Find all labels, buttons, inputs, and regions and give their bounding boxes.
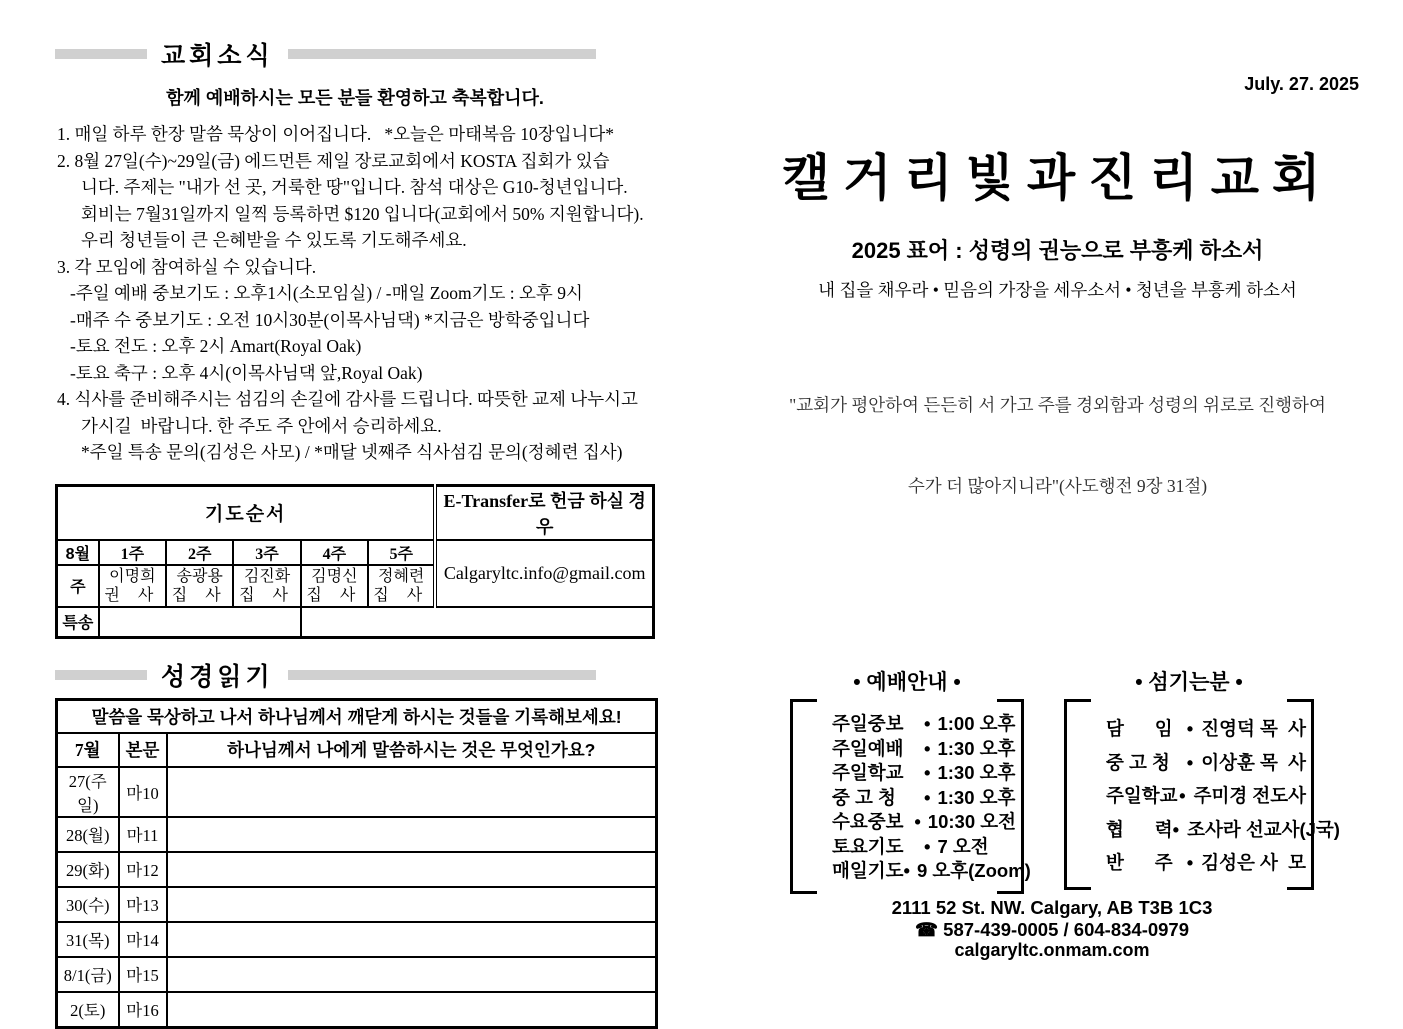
header-bar-left [55,670,147,680]
servant-role: 반 주 [1106,852,1173,873]
servant-item [1106,846,1306,880]
worship-label: 주일중보 [832,713,904,734]
church-address: 2111 52 St. NW. Calgary, AB T3B 1C3 [891,897,1213,918]
news-line: 1. 매일 하루 한장 말씀 묵상이 이어집니다. *오늘은 마태복음 10장입니다* [57,124,615,144]
bible-date: 30(수) [57,887,119,922]
prayer-person-5 [368,565,435,607]
bible-note-cell [167,767,657,817]
person-name: 정혜련 [378,567,425,585]
bible-note-cell [167,957,657,992]
news-line: 회비는 7월31일까지 일찍 등록하면 $120 입니다(교회에서 50% 지원합니다). [81,203,644,224]
welcome-line: 함께 예배하시는 모든 분들 환영하고 축복합니다. [166,88,544,108]
section-title-bible-reading: 성경읽기 [161,662,274,691]
worship-item [832,786,1016,811]
week-2: 2주 [166,540,233,565]
header-bar-right [288,670,596,680]
servants-panel-title: • 섬기는분 • [1135,671,1243,694]
bible-passage: 마13 [119,887,167,922]
motto-subtitle: 내 집을 채우라 • 믿음의 가장을 세우소서 • 청년을 부흥케 하소서 [818,280,1297,300]
bullet-icon: • [924,713,931,734]
worship-label: 주일예배 [832,737,904,759]
servant-role: 협 력 [1106,818,1173,840]
bible-passage: 마16 [119,992,167,1028]
worship-item [832,810,1016,835]
bible-note-cell [167,852,657,887]
worship-item [832,835,1016,860]
special-song-cell-left [99,607,301,638]
bible-date: 8/1(금) [57,957,119,992]
worship-time: 9 오후(Zoom) [916,860,1031,881]
bullet-icon: • [1186,718,1194,739]
worship-item [832,737,1016,762]
worship-time: 10:30 오전 [927,811,1016,832]
church-name-title: 캘거리빛과진리교회 [781,150,1334,206]
bullet-icon: • [1179,785,1186,806]
col-passage: 본문 [119,733,167,767]
worship-item [832,761,1016,786]
bullet-icon: • [924,835,931,857]
etransfer-email: Calgaryltc.info@gmail.com [435,540,653,607]
person-title: 집 사 [171,586,228,604]
bullet-icon: • [924,786,931,808]
person-name: 김명신 [311,567,358,585]
news-line: 4. 식사를 준비해주시는 섬김의 손길에 감사를 드립니다. 따뜻한 교제 나누시고 [57,389,638,409]
worship-item [832,859,1031,884]
servant-name: 김성은 사 모 [1201,852,1306,873]
church-news-header [55,40,655,68]
servant-name: 이상훈 목 사 [1201,751,1306,773]
col-question: 하나님께서 나에게 말씀하시는 것은 무엇인가요? [167,733,657,767]
person-name: 송광용 [176,567,223,585]
special-song-cell-right [301,607,654,638]
news-line: 3. 각 모임에 참여하실 수 있습니다. [57,256,317,277]
bullet-icon: • [1172,818,1180,840]
worship-time: 1:30 오후 [937,762,1016,783]
week-row-label: 주 [57,565,99,607]
bulletin-date: July. 27. 2025 [1244,74,1359,94]
person-name: 이명희 [109,567,156,585]
bible-date: 27(주일) [57,767,119,817]
news-line: 가시길 바랍니다. 한 주도 주 안에서 승리하세요. [81,415,442,436]
news-line: 니다. 주제는 "내가 선 곳, 거룩한 땅"입니다. 참석 대상은 G10-청년입니다. [81,177,628,197]
servant-name: 주미경 전도사 [1193,785,1306,806]
bible-note-cell [167,992,657,1028]
bible-passage: 마15 [119,957,167,992]
news-line: -토요 축구 : 오후 4시(이목사님댁 앞,Royal Oak) [70,362,423,383]
week-1: 1주 [99,540,166,565]
person-title: 권 사 [104,586,161,604]
bible-note-cell [167,887,657,922]
servants-panel-body [1064,699,1340,890]
worship-label: 중 고 청 [832,786,896,808]
header-bar-right [288,49,596,59]
bullet-icon: • [924,737,931,759]
worship-label: 토요기도 [832,835,904,857]
worship-time: 1:30 오후 [937,786,1016,808]
bible-note-cell [167,817,657,852]
servant-name: 진영덕 목 사 [1201,718,1306,739]
scripture-verse [740,338,1375,554]
etransfer-header: E-Transfer로 헌금 하실 경우 [435,485,653,540]
right-page [740,0,1375,992]
bullet-icon: • [1186,751,1194,773]
bible-passage: 마11 [119,817,167,852]
prayer-table-title: 기도순서 [57,485,436,540]
prayer-order-table [55,484,655,639]
month-label: 8월 [57,540,99,565]
news-line: -토요 전도 : 오후 2시 Amart(Royal Oak) [70,336,362,356]
servant-name: 조사라 선교사(J국) [1187,818,1340,840]
worship-label: 매일기도 [832,860,904,881]
week-4: 4주 [301,540,368,565]
worship-time: 1:30 오후 [937,737,1016,759]
person-name: 김진화 [243,567,291,585]
special-song-label: 특송 [57,607,99,638]
worship-info-panel [790,666,1031,894]
servant-role: 중 고 청 [1106,751,1170,773]
bible-passage: 마14 [119,922,167,957]
motto-title: 2025 표어 : 성령의 권능으로 부흥케 하소서 [851,238,1264,263]
bible-date: 28(월) [57,817,119,852]
week-3: 3주 [233,540,300,565]
bullet-icon: • [924,762,931,783]
servant-role: 담 임 [1106,718,1173,739]
person-title: 집 사 [306,586,363,604]
church-website: calgaryltc.onmam.com [954,940,1150,960]
prayer-person-3 [233,565,300,607]
servant-item [1106,813,1340,847]
news-line: -주일 예배 중보기도 : 오후1시(소모임실) / -매일 Zoom기도 : 오후 9시 [70,283,583,303]
bible-passage: 마12 [119,852,167,887]
info-panels [790,666,1340,894]
church-contact-footer [790,897,1314,962]
bible-passage: 마10 [119,767,167,817]
servant-role: 주일학교 [1106,785,1178,806]
worship-panel-title: • 예배안내 • [853,671,961,694]
bullet-icon: • [914,811,921,832]
worship-label: 주일학교 [832,762,904,783]
bullet-icon: • [1186,852,1194,873]
bullet-icon: • [903,860,910,881]
servant-item [1106,746,1306,780]
bible-date: 29(화) [57,852,119,887]
church-phone: ☎ 587-439-0005 / 604-834-0979 [914,918,1190,940]
servants-panel [1064,666,1340,894]
worship-time: 7 오전 [937,835,989,857]
verse-line-1: "교회가 평안하여 든든히 서 가고 주를 경외함과 성령의 위로로 진행하여 [789,395,1326,415]
bible-reading-header [55,661,655,689]
servant-item [1106,712,1306,746]
header-bar-left [55,49,147,59]
news-line: 2. 8월 27일(수)~29일(금) 에드먼튼 제일 장로교회에서 KOSTA 집회가 있습 [57,150,610,171]
left-page [55,40,655,1029]
person-title: 집 사 [239,586,295,604]
bible-date: 31(목) [57,922,119,957]
prayer-person-4 [301,565,368,607]
bible-note-cell [167,922,657,957]
week-5: 5주 [368,540,435,565]
prayer-person-1 [99,565,166,607]
bible-date: 2(토) [57,992,119,1028]
section-title-church-news: 교회소식 [161,42,274,70]
bible-reading-table [55,698,658,1029]
worship-panel-body [790,699,1031,894]
worship-time: 1:00 오후 [937,713,1016,734]
col-month: 7월 [57,733,119,767]
worship-label: 수요중보 [832,811,904,832]
verse-line-2: 수가 더 많아지니라"(사도행전 9장 31절) [907,476,1208,496]
servant-item [1106,779,1306,813]
news-list [55,121,655,466]
prayer-person-2 [166,565,233,607]
person-title: 집 사 [373,586,430,604]
worship-item [832,712,1016,737]
news-line: *주일 특송 문의(김성은 사모) / *매달 넷째주 식사섬김 문의(정혜련 집사) [81,442,623,462]
bible-table-title: 말씀을 묵상하고 나서 하나님께서 깨닫게 하시는 것들을 기록해보세요! [57,699,657,733]
news-line: -매주 수 중보기도 : 오전 10시30분(이목사님댁) *지금은 방학중입니다 [70,309,590,330]
news-line: 우리 청년들이 큰 은혜받을 수 있도록 기도해주세요. [81,230,467,250]
